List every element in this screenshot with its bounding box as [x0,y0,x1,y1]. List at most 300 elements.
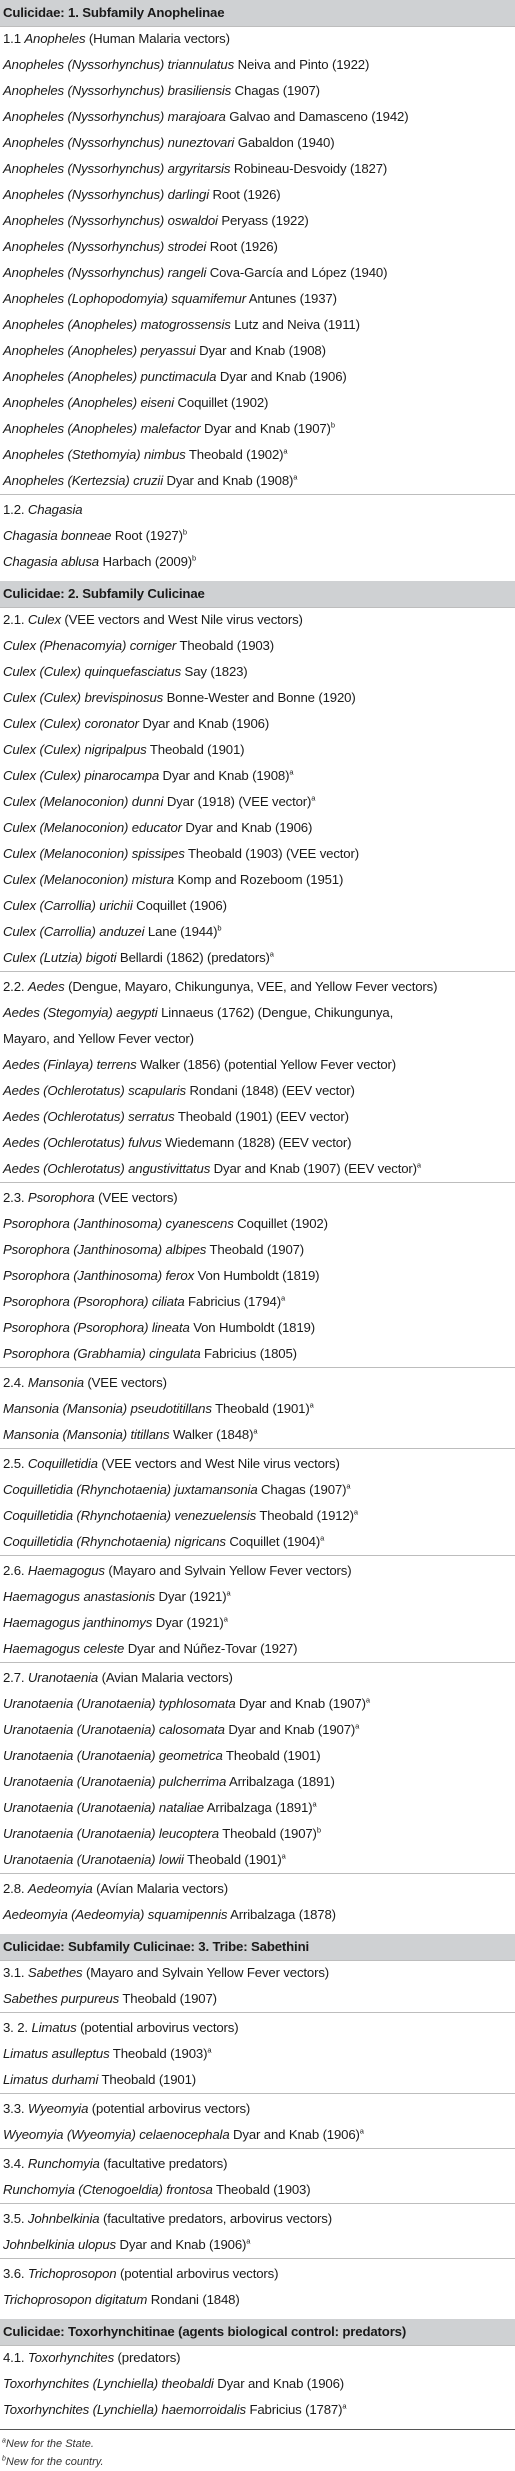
genus-note: (Mayaro and Sylvain Yellow Fever vectors) [104,1563,352,1578]
species-row [0,1104,515,1130]
footnote-text: New for the State. [5,2438,94,2450]
footnote-mark: a [355,1721,360,1731]
section-heading-label: Culicidae: Toxorhynchitinae (agents biological control: predators) [3,2324,407,2339]
species-entry [0,2397,515,2423]
species-row [0,1769,515,1795]
species-row [0,1315,515,1341]
genus-row [0,1185,515,1211]
species-name: Psorophora (Psorophora) ciliata [3,1294,185,1309]
genus-number: 2.6. [3,1563,28,1578]
species-name: Aedes (Ochlerotatus) serratus [3,1109,175,1124]
species-entry [0,633,515,659]
species-row [0,2287,515,2313]
species-entry [0,182,515,208]
species-authority: Theobald (1903) (VEE vector) [184,846,359,861]
species-name: Chagasia ablusa [3,554,99,569]
genus-title [0,2151,515,2177]
genus-number: 2.8. [3,1881,28,1896]
genus-number: 3.1. [3,1965,28,1980]
footnote-mark: b [192,553,197,563]
genus-number: 2.3. [3,1190,28,1205]
genus-note: (predators) [114,2350,181,2365]
species-name: Mansonia (Mansonia) titillans [3,1427,170,1442]
species-name: Toxorhynchites (Lynchiella) haemorroidalis [3,2402,246,2417]
genus-row [0,1876,515,1902]
species-entry [0,659,515,685]
footnote-mark: a [281,1851,286,1861]
genus-row [0,607,515,633]
species-name: Anopheles (Anopheles) malefactor [3,421,201,436]
species-authority: Fabricius (1794) [184,1294,281,1309]
species-authority: Dyar and Knab (1906) [216,369,347,384]
species-name: Culex (Phenacomyia) corniger [3,638,177,653]
species-entry [0,685,515,711]
species-entry [0,1315,515,1341]
species-entry [0,1130,515,1156]
genus-note: (Mayaro and Sylvain Yellow Fever vectors) [82,1965,330,1980]
species-row [0,364,515,390]
section-heading-text [0,581,515,607]
species-name: Toxorhynchites (Lynchiella) theobaldi [3,2376,214,2391]
species-name: Anopheles (Nyssorhynchus) brasiliensis [3,83,232,98]
species-row [0,1717,515,1743]
species-name: Uranotaenia (Uranotaenia) pulcherrima [3,1774,227,1789]
table-rule [0,2148,515,2149]
footnote-mark: a [353,1507,358,1517]
species-name: Trichoprosopon digitatum [3,2292,148,2307]
species-name: Anopheles (Anopheles) eiseni [3,395,175,410]
species-entry [0,104,515,130]
species-entry [0,156,515,182]
genus-number: 3. 2. [3,2020,32,2035]
species-authority: Coquillet (1902) [174,395,269,410]
species-authority: Theobald (1901) [98,2072,197,2087]
genus-title [0,1451,515,1477]
species-name: Culex (Melanoconion) educator [3,820,182,835]
species-entry [0,2067,515,2093]
species-row [0,763,515,789]
table-rule [0,1873,515,1874]
genus-note: (VEE vectors) [94,1190,178,1205]
genus-title [0,26,515,52]
species-entry [0,52,515,78]
genus-row [0,974,515,1000]
species-authority: Komp and Rozeboom (1951) [173,872,344,887]
species-row [0,1237,515,1263]
species-entry [0,2371,515,2397]
species-authority: Wiedemann (1828) (EEV vector) [161,1135,352,1150]
species-authority: Dyar and Knab (1906) [116,2237,247,2252]
species-name: Anopheles (Nyssorhynchus) darlingi [3,187,210,202]
species-name: Coquilletidia (Rhynchotaenia) juxtamansonia [3,1482,258,1497]
species-name: Uranotaenia (Uranotaenia) typhlosomata [3,1696,236,1711]
species-authority: Gabaldon (1940) [234,135,335,150]
species-authority: Arribalzaga (1891) [226,1774,335,1789]
species-name: Anopheles (Kertezsia) cruzii [3,473,163,488]
species-name: Coquilletidia (Rhynchotaenia) venezuelensis [3,1508,257,1523]
species-authority: Root (1926) [209,187,281,202]
species-entry [0,867,515,893]
species-name: Psorophora (Psorophora) lineata [3,1320,190,1335]
species-name: Anopheles (Nyssorhynchus) nuneztovari [3,135,235,150]
species-row [0,1821,515,1847]
species-name: Wyeomyia (Wyeomyia) celaenocephala [3,2127,230,2142]
species-authority: Bellardi (1862) (predators) [116,950,270,965]
species-authority: Arribalzaga (1891) [203,1800,313,1815]
species-row [0,1211,515,1237]
species-entry [0,364,515,390]
species-authority: Theobald (1907) [119,1991,217,2006]
species-row [0,468,515,494]
species-name: Uranotaenia (Uranotaenia) lowii [3,1852,184,1867]
section-heading-label: Culicidae: Subfamily Culicinae: 3. Tribe: Sabethini [3,1939,309,1954]
species-authority: Robineau-Desvoidy (1827) [230,161,388,176]
genus-name: Wyeomyia [27,2101,89,2116]
species-row [0,1795,515,1821]
footnote [0,2435,94,2453]
species-authority: Dyar and Knab (1908) [162,473,294,488]
species-entry [0,841,515,867]
species-entry [0,1396,515,1422]
species-entry [0,737,515,763]
species-authority: Theobald (1903) [212,2182,311,2197]
species-row [0,208,515,234]
species-name: Aedes (Ochlerotatus) angustivittatus [3,1161,211,1176]
genus-row [0,2206,515,2232]
species-row [0,523,515,549]
genus-row [0,1665,515,1691]
species-row [0,416,515,442]
genus-name: Anopheles [24,31,86,46]
footnote-mark: b [182,527,187,537]
footnote-mark: a [289,767,294,777]
species-name: Anopheles (Nyssorhynchus) strodei [3,239,207,254]
footnote-mark: a [269,949,274,959]
species-entry [0,1691,515,1717]
genus-note: (VEE vectors and West Nile virus vectors) [97,1456,340,1471]
section-heading-label: Culicidae: 1. Subfamily Anophelinae [3,5,225,20]
species-authority: Walker (1848) [169,1427,254,1442]
footnote-mark: a [309,1400,314,1410]
species-authority: Theobald (1903) [176,638,274,653]
species-row [0,1503,515,1529]
species-name: Coquilletidia (Rhynchotaenia) nigricans [3,1534,226,1549]
species-entry [0,2287,515,2313]
species-entry [0,1156,515,1182]
species-name: Culex (Melanoconion) spissipes [3,846,185,861]
footnote-mark: a [311,793,316,803]
species-row [0,1847,515,1873]
species-row [0,737,515,763]
genus-number: 3.4. [3,2156,28,2171]
genus-title [0,1876,515,1902]
species-row [0,1902,515,1928]
genus-title [0,1558,515,1584]
species-row [0,685,515,711]
species-name: Johnbelkinia ulopus [3,2237,116,2252]
species-name: Psorophora (Janthinosoma) albipes [3,1242,207,1257]
species-row [0,1610,515,1636]
species-authority: Dyar (1918) (VEE vector) [163,794,312,809]
section-heading [0,0,515,26]
species-entry [0,815,515,841]
table-rule [0,1555,515,1556]
genus-row [0,2345,515,2371]
species-row [0,659,515,685]
table-rule [0,2429,515,2430]
species-entry [0,130,515,156]
genus-row [0,1451,515,1477]
genus-note: (VEE vectors) [83,1375,167,1390]
footnote-mark: a [226,1588,231,1598]
species-authority: Linnaeus (1762) (Dengue, Chikungunya, [157,1005,394,1020]
species-entry [0,2122,515,2148]
species-entry [0,1986,515,2012]
species-entry [0,1289,515,1315]
species-entry [0,1717,515,1743]
genus-number: 2.4. [3,1375,28,1390]
species-authority: Lane (1944) [144,924,218,939]
species-row [0,52,515,78]
genus-row [0,2096,515,2122]
species-entry [0,1743,515,1769]
table-rule [0,2093,515,2094]
genus-note: (Human Malaria vectors) [85,31,230,46]
section-heading-text [0,0,515,26]
footnote-mark: a [293,472,298,482]
species-row [0,789,515,815]
genus-note: (Avian Malaria vectors) [98,1670,233,1685]
species-name: Limatus asulleptus [3,2046,110,2061]
species-entry [0,260,515,286]
genus-name: Sabethes [27,1965,83,1980]
genus-number: 1.2. [3,502,28,517]
genus-number: 3.3. [3,2101,28,2116]
species-authority: Bonne-Wester and Bonne (1920) [163,690,356,705]
species-name: Aedes (Ochlerotatus) fulvus [3,1135,162,1150]
genus-row [0,2151,515,2177]
species-authority: Theobald (1901) [222,1748,321,1763]
species-row [0,1130,515,1156]
footnote-mark: b [2,2455,6,2463]
species-name: Culex (Melanoconion) mistura [3,872,174,887]
species-authority: Arribalzaga (1878) [227,1907,336,1922]
species-authority: Chagas (1907) [231,83,320,98]
species-name: Psorophora (Janthinosoma) ferox [3,1268,195,1283]
species-entry [0,1078,515,1104]
species-entry [0,1503,515,1529]
species-row [0,338,515,364]
species-row [0,815,515,841]
species-row [0,1000,515,1026]
species-name: Uranotaenia (Uranotaenia) leucoptera [3,1826,219,1841]
species-row [0,1263,515,1289]
table-rule [0,2012,515,2013]
section-heading [0,2319,515,2345]
species-entry [0,2041,515,2067]
genus-title [0,974,515,1000]
species-authority: Dyar and Knab (1906) [229,2127,360,2142]
footnote-text: New for the country. [5,2456,104,2468]
species-authority: Von Humboldt (1819) [194,1268,320,1283]
genus-note: (facultative predators) [99,2156,228,2171]
species-name: Limatus durhami [3,2072,99,2087]
species-name: Chagasia bonneae [3,528,112,543]
genus-title [0,497,515,523]
species-entry [0,1477,515,1503]
species-name: Anopheles (Lophopodomyia) squamifemur [3,291,246,306]
species-name: Uranotaenia (Uranotaenia) nataliae [3,1800,204,1815]
species-name: Culex (Culex) coronator [3,716,139,731]
genus-row [0,2015,515,2041]
genus-title [0,2096,515,2122]
species-entry [0,523,515,549]
species-authority: Dyar and Knab (1906) [213,2376,344,2391]
genus-number: 2.7. [3,1670,28,1685]
species-entry [0,945,515,971]
species-row [0,1052,515,1078]
species-row [0,919,515,945]
species-entry [0,286,515,312]
species-row [0,2397,515,2423]
species-authority: Lutz and Neiva (1911) [230,317,360,332]
species-name: Anopheles (Nyssorhynchus) marajoara [3,109,226,124]
species-entry [0,78,515,104]
section-heading [0,1934,515,1960]
species-authority: Theobald (1901) (EEV vector) [174,1109,349,1124]
section-heading-text [0,2319,515,2345]
footnote-mark: a [280,1293,285,1303]
section-heading-text [0,1934,515,1960]
footnote-mark: a [342,2401,347,2411]
species-entry [0,1341,515,1367]
species-entry [0,1237,515,1263]
genus-number: 4.1. [3,2350,28,2365]
species-authority: Theobald (1901) [211,1401,310,1416]
footnote-mark: b [330,420,335,430]
genus-title [0,1370,515,1396]
species-entry [0,312,515,338]
table-rule [0,2203,515,2204]
genus-row [0,26,515,52]
species-entry [0,1000,515,1026]
species-name: Aedeomyia (Aedeomyia) squamipennis [3,1907,228,1922]
species-entry [0,1026,515,1052]
footnote-mark: a [223,1614,228,1624]
footnote-mark: a [207,2045,212,2055]
species-authority: Rondani (1848) [147,2292,240,2307]
species-entry [0,338,515,364]
species-name: Culex (Melanoconion) dunni [3,794,164,809]
species-row [0,1584,515,1610]
species-entry [0,390,515,416]
species-authority: Neiva and Pinto (1922) [234,57,370,72]
species-name: Anopheles (Nyssorhynchus) triannulatus [3,57,235,72]
species-row [0,2371,515,2397]
species-authority: Theobald (1902) [185,447,284,462]
species-authority: Coquillet (1902) [233,1216,328,1231]
species-name: Culex (Culex) nigripalpus [3,742,147,757]
species-row [0,104,515,130]
genus-name: Chagasia [27,502,83,517]
species-name: Culex (Carrollia) urichii [3,898,133,913]
genus-number: 2.1. [3,612,28,627]
species-entry [0,1529,515,1555]
species-row [0,711,515,737]
genus-title [0,1185,515,1211]
species-row [0,182,515,208]
genus-title [0,1960,515,1986]
species-row [0,442,515,468]
footnote-mark: a [359,2126,364,2136]
species-entry [0,1769,515,1795]
species-name: Aedes (Finlaya) terrens [3,1057,137,1072]
species-entry [0,1104,515,1130]
species-entry [0,1584,515,1610]
species-name: Anopheles (Nyssorhynchus) rangeli [3,265,207,280]
genus-row [0,1370,515,1396]
species-name: Uranotaenia (Uranotaenia) geometrica [3,1748,223,1763]
footnote [0,2453,104,2471]
species-authority: Theobald (1907) [219,1826,317,1841]
species-row [0,2122,515,2148]
species-entry [0,1211,515,1237]
footnote-mark: a [365,1695,370,1705]
genus-note: (potential arbovirus vectors) [116,2266,279,2281]
species-name: Aedes (Ochlerotatus) scapularis [3,1083,186,1098]
genus-title [0,607,515,633]
genus-title [0,2261,515,2287]
genus-note: (potential arbovirus vectors) [76,2020,239,2035]
species-entry [0,711,515,737]
species-authority: Dyar and Knab (1908) [159,768,290,783]
species-entry [0,208,515,234]
table-rule [0,1448,515,1449]
species-name: Culex (Lutzia) bigoti [3,950,117,965]
species-entry [0,2232,515,2258]
genus-number: 3.6. [3,2266,28,2281]
species-row [0,1691,515,1717]
species-row [0,633,515,659]
genus-title [0,2015,515,2041]
species-row [0,2041,515,2067]
species-row [0,1422,515,1448]
species-name: Culex (Culex) pinarocampa [3,768,160,783]
species-row [0,1078,515,1104]
genus-name: Culex [27,612,61,627]
species-row [0,841,515,867]
species-authority: Dyar and Knab (1907) [224,1722,356,1737]
species-authority: Cova-García and López (1940) [206,265,388,280]
species-authority: Von Humboldt (1819) [189,1320,315,1335]
species-entry [0,1902,515,1928]
footnote-mark: a [246,2236,251,2246]
species-row [0,1156,515,1182]
species-authority: Dyar (1921) [154,1589,227,1604]
species-name: Sabethes purpureus [3,1991,120,2006]
species-entry [0,1636,515,1662]
species-authority: Coquillet (1904) [225,1534,321,1549]
species-entry [0,416,515,442]
species-name: Aedes (Stegomyia) aegypti [3,1005,158,1020]
genus-title [0,1665,515,1691]
footnote-mark: a [253,1426,258,1436]
species-name: Mansonia (Mansonia) pseudotitillans [3,1401,212,1416]
species-entry [0,893,515,919]
genus-number: 2.5. [3,1456,28,1471]
table-rule [0,494,515,495]
footnote-mark: a [346,1481,351,1491]
